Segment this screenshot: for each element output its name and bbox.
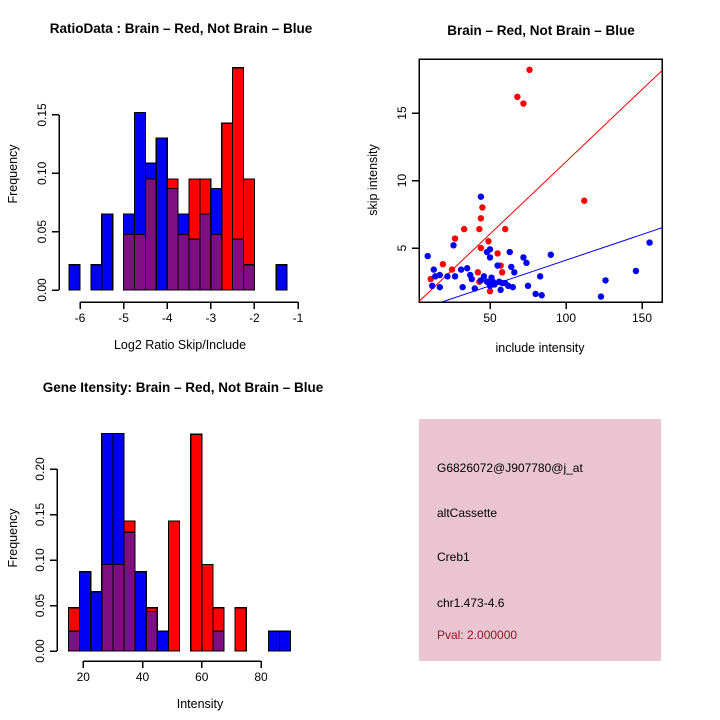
histogram-bar-overlap bbox=[124, 234, 135, 290]
scatter-point-red bbox=[476, 226, 482, 232]
y-tick-label: 0.15 bbox=[35, 103, 49, 127]
probe-id-text: G6826072@J907780@j_at bbox=[437, 461, 583, 475]
scatter-point-red bbox=[494, 250, 500, 256]
scatter-point-blue bbox=[548, 252, 554, 258]
scatter-point-blue bbox=[432, 273, 438, 279]
x-tick-label: -4 bbox=[161, 311, 173, 325]
scatter-point-blue bbox=[525, 283, 531, 289]
y-tick-label: 0.10 bbox=[35, 161, 49, 186]
histogram-bar-overlap bbox=[68, 631, 79, 651]
histogram-bar-blue bbox=[91, 592, 102, 651]
y-tick-label: 0.05 bbox=[33, 593, 47, 618]
histogram-bar-blue bbox=[102, 214, 113, 290]
histogram-bar-red bbox=[222, 123, 233, 290]
histogram-bar-blue bbox=[280, 631, 291, 651]
scatter-point-red bbox=[475, 269, 481, 275]
brain-fit-line bbox=[419, 70, 662, 301]
histogram-bar-red bbox=[168, 521, 179, 651]
scatter-point-red bbox=[499, 269, 505, 275]
scatter-point-blue bbox=[450, 242, 456, 248]
scatter-point-red bbox=[479, 204, 485, 210]
histogram-bar-overlap bbox=[102, 564, 113, 651]
scatter-point-blue bbox=[497, 287, 503, 293]
scatter-point-blue bbox=[494, 262, 500, 268]
scatter-point-blue bbox=[538, 292, 544, 298]
histogram-bar-blue bbox=[156, 138, 167, 290]
histogram-bar-overlap bbox=[145, 179, 156, 290]
scatter-point-blue bbox=[537, 273, 543, 279]
scatter-point-blue bbox=[484, 249, 490, 255]
y-tick-label: 0.00 bbox=[33, 639, 47, 663]
histogram-bar-red bbox=[200, 179, 211, 214]
histogram-bar-red bbox=[146, 608, 157, 612]
y-tick-label: 15 bbox=[395, 106, 409, 120]
scatter-point-red bbox=[581, 198, 587, 204]
intensity-scatter-chart bbox=[360, 0, 720, 360]
histogram-bar-overlap bbox=[135, 234, 146, 290]
x-tick-label: 60 bbox=[195, 670, 209, 684]
y-tick-label: 0.20 bbox=[33, 457, 47, 481]
scatter-point-blue bbox=[452, 273, 458, 279]
histogram-bar-blue bbox=[135, 572, 146, 651]
scatter-point-blue bbox=[523, 260, 529, 266]
chart-title: Brain – Red, Not Brain – Blue bbox=[447, 23, 635, 38]
histogram-bar-red bbox=[244, 179, 255, 265]
scatter-point-blue bbox=[472, 285, 478, 291]
histogram-bar-overlap bbox=[211, 234, 222, 290]
histogram-bar-blue bbox=[135, 112, 146, 234]
scatter-point-blue bbox=[602, 277, 608, 283]
scatter-point-blue bbox=[478, 194, 484, 200]
intensity-scatter-panel bbox=[360, 0, 720, 360]
histogram-bar-blue bbox=[157, 631, 168, 651]
scatter-point-blue bbox=[520, 254, 526, 260]
scatter-point-red bbox=[478, 215, 484, 221]
histogram-bar-red bbox=[233, 68, 244, 240]
scatter-point-blue bbox=[429, 283, 435, 289]
scatter-point-red bbox=[514, 94, 520, 100]
x-axis-label: Log2 Ratio Skip/Include bbox=[113, 338, 247, 352]
histogram-bar-overlap bbox=[146, 611, 157, 651]
y-axis-label: Frequency bbox=[6, 508, 20, 568]
histogram-bar-red bbox=[202, 564, 213, 651]
chart-title: Gene Itensity: Brain – Red, Not Brain – Blue bbox=[42, 380, 324, 395]
scatter-point-blue bbox=[491, 281, 497, 287]
scatter-point-red bbox=[452, 235, 458, 241]
histogram-bar-blue bbox=[80, 572, 91, 651]
histogram-bar-blue bbox=[102, 433, 113, 564]
histogram-bar-overlap bbox=[113, 564, 124, 651]
histogram-bar-overlap bbox=[233, 239, 244, 290]
scatter-point-blue bbox=[444, 273, 450, 279]
scatter-point-blue bbox=[478, 277, 484, 283]
scatter-point-blue bbox=[598, 293, 604, 299]
info-panel bbox=[360, 360, 720, 720]
histogram-bar-red bbox=[68, 608, 79, 632]
histogram-bar-red bbox=[191, 434, 202, 651]
scatter-point-blue bbox=[431, 266, 437, 272]
chart-title: RatioData : Brain – Red, Not Brain – Blue bbox=[49, 21, 313, 36]
scatter-point-blue bbox=[633, 268, 639, 274]
histogram-bar-blue bbox=[268, 631, 279, 651]
x-tick-label: 20 bbox=[76, 670, 90, 684]
histogram-bar-overlap bbox=[244, 265, 255, 290]
histogram-bar-overlap bbox=[189, 239, 200, 290]
scatter-point-blue bbox=[646, 239, 652, 245]
scatter-point-blue bbox=[458, 266, 464, 272]
scatter-point-blue bbox=[469, 276, 475, 282]
scatter-point-red bbox=[526, 67, 532, 73]
ratio-histogram-panel bbox=[0, 0, 360, 360]
gene-intensity-histogram-panel bbox=[0, 360, 360, 720]
histogram-bar-blue bbox=[69, 265, 80, 290]
y-tick-label: 10 bbox=[395, 173, 409, 188]
scatter-point-blue bbox=[510, 284, 516, 290]
histogram-bar-blue bbox=[145, 163, 156, 179]
scatter-point-red bbox=[520, 100, 526, 106]
pval-text: Pval: 2.000000 bbox=[437, 628, 518, 642]
y-tick-label: 0.15 bbox=[33, 502, 47, 527]
x-tick-label: 100 bbox=[555, 311, 577, 325]
x-tick-label: -5 bbox=[118, 311, 129, 325]
histogram-bar-overlap bbox=[178, 234, 189, 290]
histogram-bar-red bbox=[167, 179, 178, 189]
y-tick-label: 5 bbox=[395, 244, 409, 252]
scatter-point-blue bbox=[459, 284, 465, 290]
x-tick-label: 40 bbox=[135, 670, 150, 684]
gene-intensity-histogram-chart bbox=[0, 360, 360, 720]
histogram-bar-red bbox=[189, 179, 200, 239]
scatter-point-blue bbox=[532, 291, 538, 297]
y-tick-label: 0.00 bbox=[35, 278, 49, 302]
histogram-bar-red bbox=[124, 521, 135, 532]
fit-lines bbox=[419, 70, 662, 302]
scatter-point-red bbox=[485, 238, 491, 244]
histogram-bar-overlap bbox=[200, 214, 211, 290]
x-tick-label: 50 bbox=[483, 311, 497, 325]
x-tick-label: 150 bbox=[631, 311, 653, 325]
scatter-point-blue bbox=[511, 269, 517, 275]
histogram-bar-red bbox=[235, 608, 246, 651]
scatter-point-blue bbox=[424, 253, 430, 259]
scatter-point-blue bbox=[507, 249, 513, 255]
histogram-bar-blue bbox=[211, 188, 222, 234]
x-tick-label: -2 bbox=[249, 311, 260, 325]
histogram-bar-overlap bbox=[167, 188, 178, 290]
scatter-point-blue bbox=[464, 265, 470, 271]
histogram-bar-blue bbox=[124, 214, 135, 235]
scatter-point-red bbox=[440, 261, 446, 267]
x-tick-label: -3 bbox=[205, 311, 217, 325]
scatter-point-blue bbox=[487, 254, 493, 260]
y-tick-label: 0.10 bbox=[33, 548, 47, 572]
ratio-histogram-chart bbox=[0, 0, 360, 360]
gene-name-text: Creb1 bbox=[437, 550, 470, 564]
scatter-point-red bbox=[449, 266, 455, 272]
plot-box bbox=[419, 59, 662, 302]
histogram-bar-blue bbox=[91, 265, 102, 290]
x-tick-label: 80 bbox=[254, 670, 268, 684]
y-tick-label: 0.05 bbox=[35, 219, 49, 244]
scatter-point-blue bbox=[508, 264, 514, 270]
chromosome-location-text: chr1.473-4.6 bbox=[437, 596, 505, 610]
scatter-point-red bbox=[461, 226, 467, 232]
histogram-bar-blue bbox=[276, 265, 287, 290]
histogram-bar-overlap bbox=[213, 631, 224, 651]
x-tick-label: -1 bbox=[292, 311, 304, 325]
scatter-point-red bbox=[478, 245, 484, 251]
scatter-point-blue bbox=[437, 284, 443, 290]
x-tick-label: -6 bbox=[74, 311, 86, 325]
histogram-bar-blue bbox=[113, 433, 124, 564]
x-axis-label: Intensity bbox=[176, 697, 224, 711]
scatter-point-red bbox=[502, 226, 508, 232]
y-axis-label: skip intensity bbox=[366, 144, 380, 216]
histogram-bar-blue bbox=[178, 214, 189, 235]
event-type-text: altCassette bbox=[437, 506, 498, 520]
info-box bbox=[419, 419, 661, 661]
y-axis-label: Frequency bbox=[6, 144, 20, 204]
histogram-bar-red bbox=[213, 608, 224, 632]
x-axis-label: include intensity bbox=[495, 341, 585, 355]
histogram-bar-overlap bbox=[124, 532, 135, 651]
